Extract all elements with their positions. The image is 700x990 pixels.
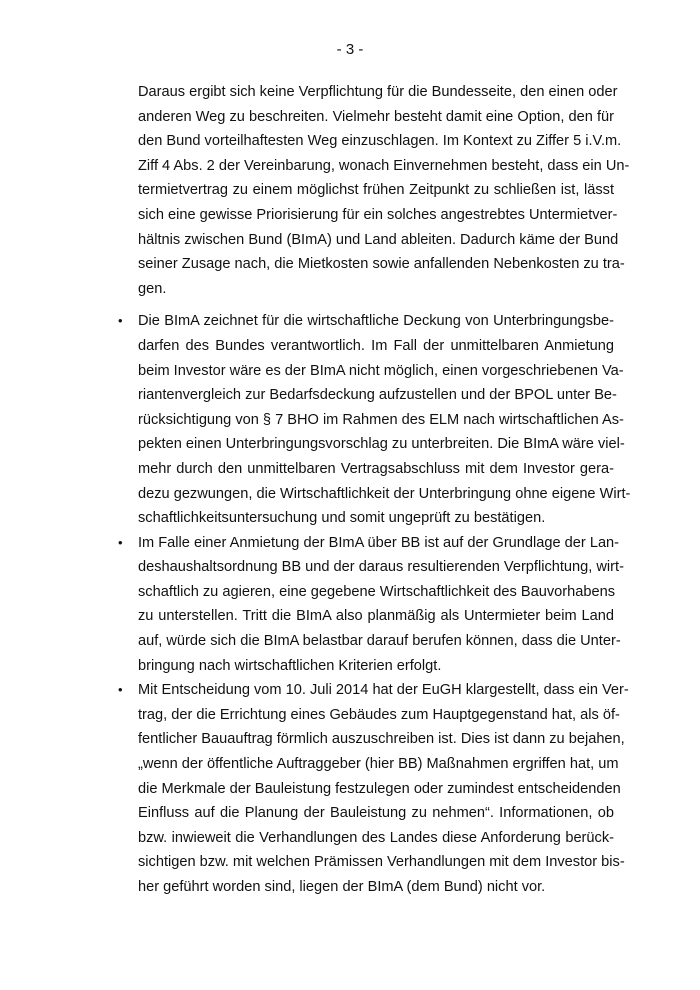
text-line: Einfluss auf die Planung der Bauleistung zu nehmen“. Informationen, ob <box>138 805 614 822</box>
text-line: „wenn der öffentliche Auftraggeber (hier BB) Maßnahmen ergriffen hat, um <box>138 756 619 773</box>
text-line: termietvertrag zu einem möglichst frühen Zeitpunkt zu schließen ist, lässt <box>138 182 614 199</box>
bullet-item <box>118 309 631 530</box>
document-body <box>118 80 631 900</box>
intro-paragraph <box>138 80 630 301</box>
text-line: schaftlichkeitsuntersuchung und somit ungeprüft zu bestätigen. <box>138 510 546 527</box>
text-line: Daraus ergibt sich keine Verpflichtung für die Bundesseite, den einen oder <box>138 84 618 100</box>
text-line: zu unterstellen. Tritt die BImA also planmäßig als Untermieter beim Land <box>138 608 614 625</box>
text-line: bringung nach wirtschaftlichen Kriterien erfolgt. <box>138 657 442 674</box>
page-number: - 3 - <box>336 41 364 58</box>
text-line: gen. <box>138 280 167 297</box>
text-line: den Bund vorteilhaftesten Weg einzuschlagen. Im Kontext zu Ziffer 5 i.V.m. <box>138 133 622 150</box>
bullet-icon: • <box>118 313 123 329</box>
bullet-icon: • <box>118 682 123 698</box>
text-line: riantenvergleich zur Bedarfsdeckung aufzustellen und der BPOL unter Be- <box>138 387 617 404</box>
text-line: fentlicher Bauauftrag förmlich auszuschreiben ist. Dies ist dann zu bejahen, <box>138 731 625 748</box>
text-line: Die BImA zeichnet für die wirtschaftliche Deckung von Unterbringungsbe- <box>138 313 614 330</box>
text-line: mehr durch den unmittelbaren Vertragsabschluss mit dem Investor gera- <box>138 460 614 477</box>
text-line: Ziff 4 Abs. 2 der Vereinbarung, wonach Einvernehmen besteht, dass ein Un- <box>138 157 630 174</box>
text-line: seiner Zusage nach, die Mietkosten sowie anfallenden Nebenkosten zu tra- <box>138 256 625 273</box>
text-line: Im Falle einer Anmietung der BImA über BB ist auf der Grundlage der Lan- <box>138 534 620 551</box>
text-line: Mit Entscheidung vom 10. Juli 2014 hat der EuGH klargestellt, dass ein Ver- <box>138 682 629 699</box>
text-line: darfen des Bundes verantwortlich. Im Fall der unmittelbaren Anmietung <box>138 337 614 354</box>
text-line: trag, der die Errichtung eines Gebäudes zum Hauptgegenstand hat, als öf- <box>138 706 620 723</box>
text-line: beim Investor wäre es der BImA nicht möglich, einen vorgeschriebenen Va- <box>138 362 624 379</box>
text-line: hältnis zwischen Bund (BImA) und Land ableiten. Dadurch käme der Bund <box>138 231 619 248</box>
text-line: bzw. inwieweit die Verhandlungen des Landes diese Anforderung berück- <box>138 829 614 846</box>
text-line: schaftlich zu agieren, eine gegebene Wirtschaftlichkeit des Bauvorhabens <box>138 583 616 600</box>
text-line: her geführt worden sind, liegen der BImA (dem Bund) nicht vor. <box>138 879 546 895</box>
text-line: deshaushaltsordnung BB und der daraus resultierenden Verpflichtung, wirt- <box>138 559 624 576</box>
bullet-icon: • <box>118 534 123 550</box>
text-line: sich eine gewisse Priorisierung für ein solches angestrebtes Untermietver- <box>138 206 618 223</box>
text-line: anderen Weg zu beschreiten. Vielmehr besteht damit eine Option, den für <box>138 108 614 125</box>
text-line: sichtigen bzw. mit welchen Prämissen Verhandlungen mit dem Investor bis- <box>138 854 625 871</box>
text-line: die Merkmale der Bauleistung festzulegen oder zumindest entscheidenden <box>138 780 621 797</box>
text-line: dezu gezwungen, die Wirtschaftlichkeit der Unterbringung ohne eigene Wirt- <box>138 485 631 502</box>
text-line: rücksichtigung von § 7 BHO im Rahmen des ELM nach wirtschaftlichen As- <box>138 411 624 428</box>
bullet-item <box>118 531 624 679</box>
text-line: auf, würde sich die BImA belastbar darauf berufen können, dass die Unter- <box>138 633 621 650</box>
text-line: pekten einen Unterbringungsvorschlag zu unterbreiten. Die BImA wäre viel- <box>138 436 625 453</box>
bullet-item <box>118 678 629 899</box>
